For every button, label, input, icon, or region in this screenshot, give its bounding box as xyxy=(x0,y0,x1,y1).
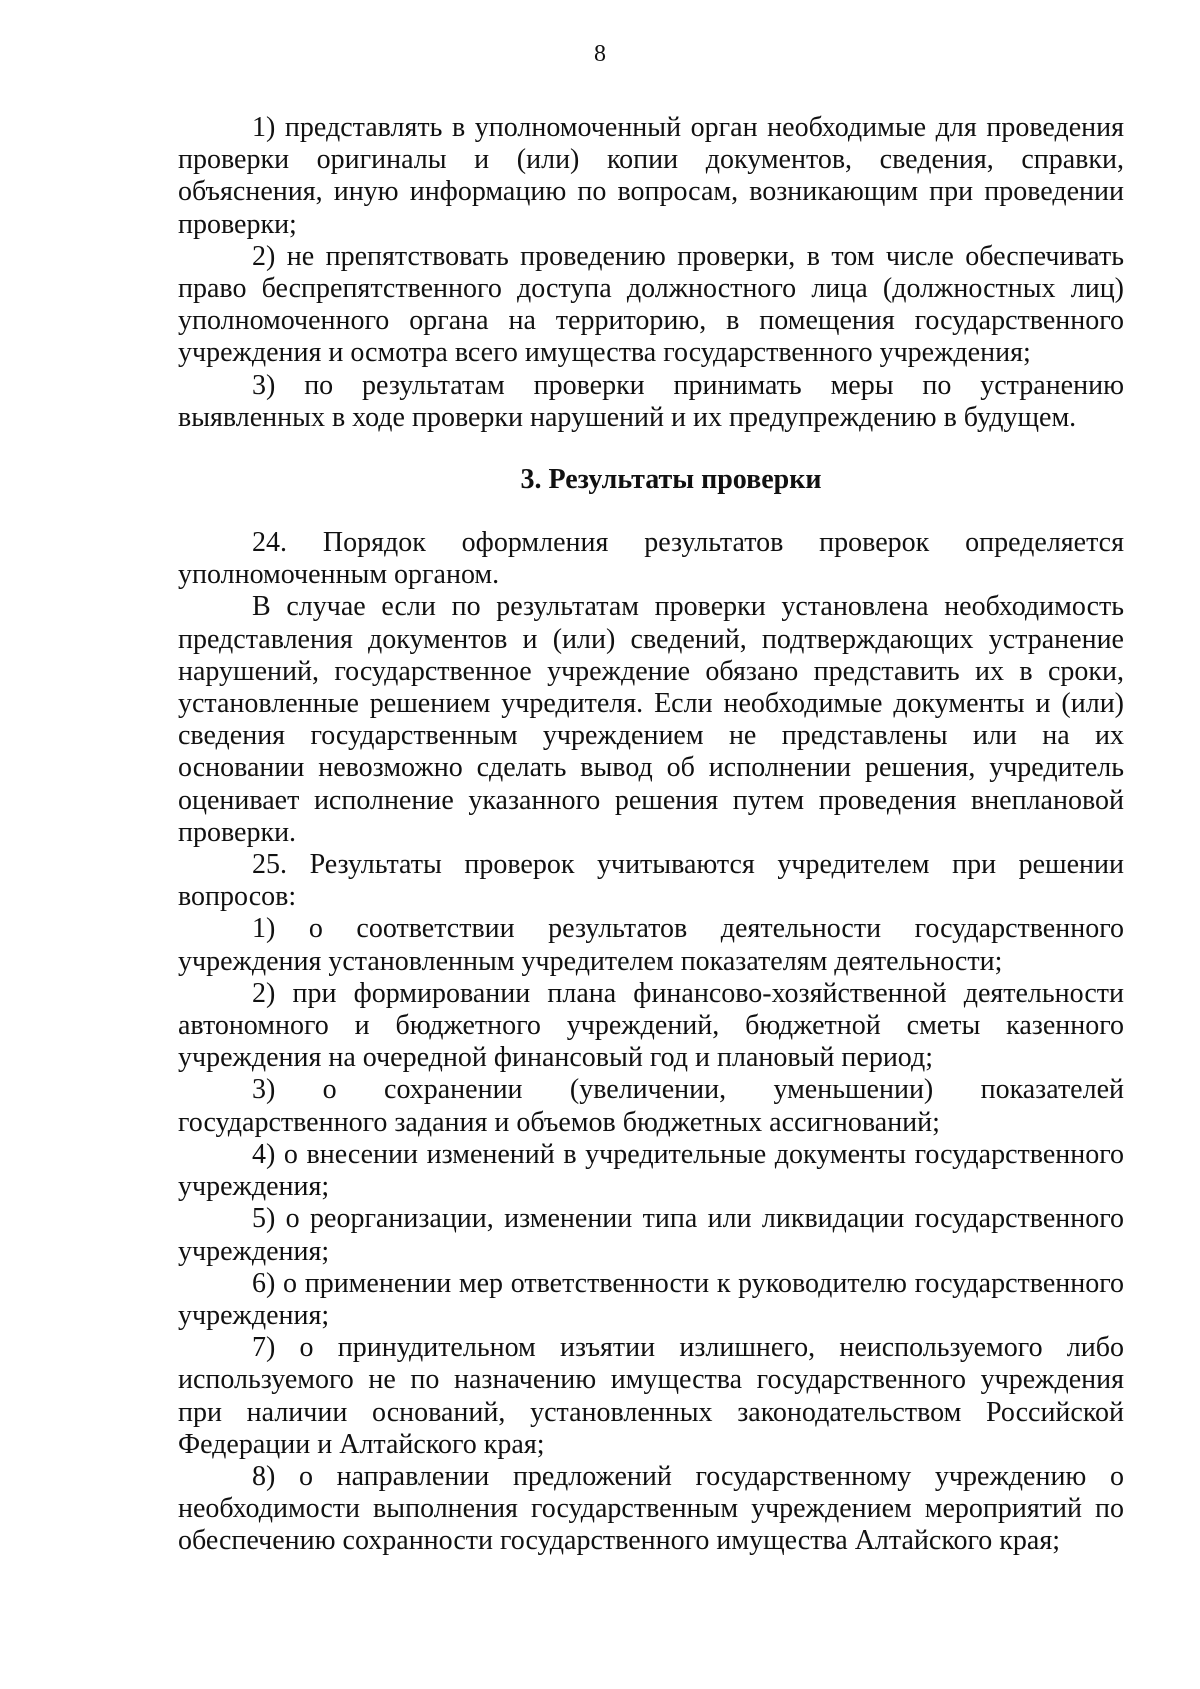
document-body xyxy=(178,112,1124,1558)
paragraph: 2) не препятствовать проведению проверки, в том числе обеспечивать право беспрепятственного доступа должностного лица (должностных лиц) уполномоченного органа на территорию, в помещения государственного учреждения и осмотра всего имущества государственного учреждения; xyxy=(178,240,1124,369)
list-item: 3) о сохранении (увеличении, уменьшении) показателей государственного задания и объемов бюджетных ассигнований; xyxy=(178,1074,1124,1138)
list-item: 6) о применении мер ответственности к руководителю государственного учреждения; xyxy=(178,1267,1124,1331)
paragraph: 25. Результаты проверок учитываются учредителем при решении вопросов: xyxy=(178,849,1124,913)
page-number: 8 xyxy=(594,41,606,67)
list-item: 2) при формировании плана финансово-хозяйственной деятельности автономного и бюджетного учреждений, бюджетной сметы казенного учреждения на очередной финансовый год и плановый период; xyxy=(178,977,1124,1074)
list-item: 8) о направлении предложений государственному учреждению о необходимости выполнения государственным учреждением мероприятий по обеспечению сохранности государственного имущества Алтайского края; xyxy=(178,1460,1124,1557)
paragraph: 24. Порядок оформления результатов проверок определяется уполномоченным органом. xyxy=(178,527,1124,591)
list-item: 4) о внесении изменений в учредительные документы государственного учреждения; xyxy=(178,1138,1124,1203)
paragraph: 3) по результатам проверки принимать меры по устранению выявленных в ходе проверки нарушений и их предупреждению в будущем. xyxy=(178,369,1124,433)
paragraph: В случае если по результатам проверки установлена необходимость представления документов и (или) сведений, подтверждающих устранение нарушений, государственное учреждение обязано представить их в сроки, установленные решением учредителя. Если необходимые документы и (или) сведения государственным учреждением не представлены или на их основании невозможно сделать вывод об исполнении решения, учредитель оценивает исполнение указанного решения путем проведения внеплановой проверки. xyxy=(178,591,1124,848)
section-heading: 3. Результаты проверки xyxy=(520,464,822,496)
list-item: 1) о соответствии результатов деятельности государственного учреждения установленным учредителем показателям деятельности; xyxy=(178,913,1124,977)
list-item: 7) о принудительном изъятии излишнего, неиспользуемого либо используемого не по назначению имущества государственного учреждения при наличии оснований, установленных законодательством Российской Федерации и Алтайского края; xyxy=(178,1332,1124,1460)
paragraph: 1) представлять в уполномоченный орган необходимые для проведения проверки оригиналы и (или) копии документов, сведения, справки, объяснения, иную информацию по вопросам, возникающим при проведении проверки; xyxy=(178,112,1124,240)
list-item: 5) о реорганизации, изменении типа или ликвидации государственного учреждения; xyxy=(178,1203,1124,1267)
